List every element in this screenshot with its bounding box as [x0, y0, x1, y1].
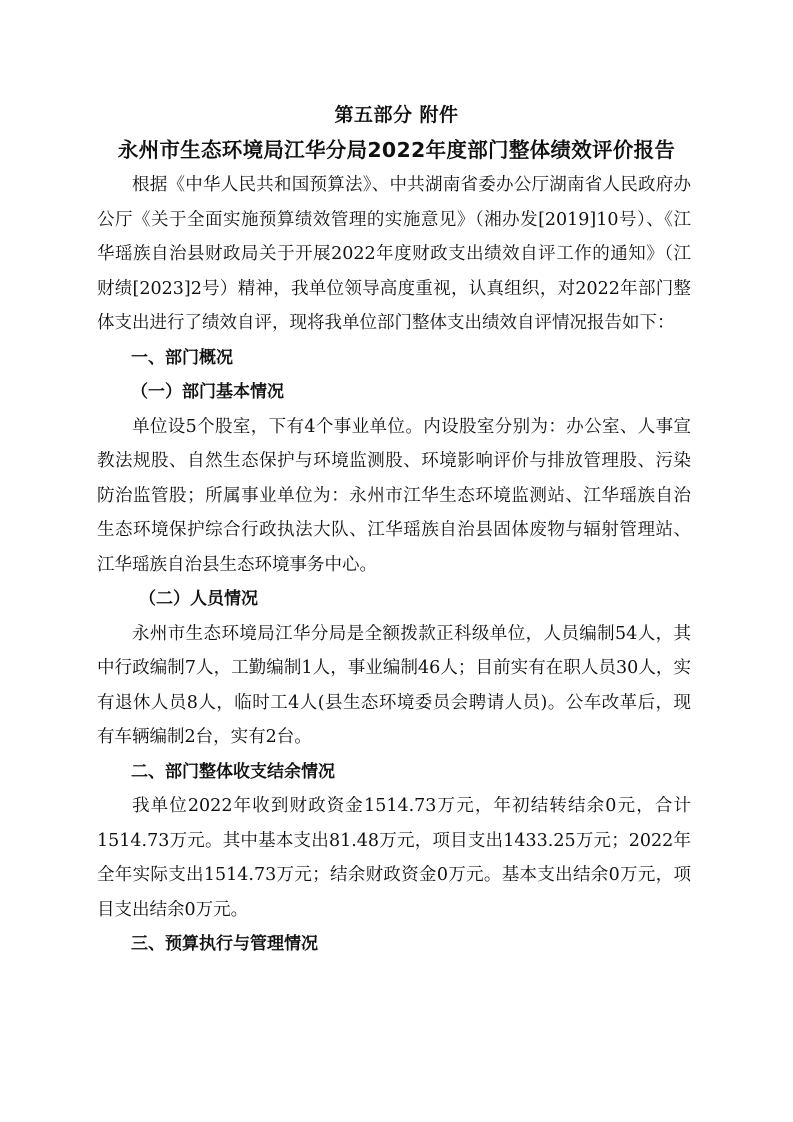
section-heading-budget-balance: 二、部门整体收支结余情况	[131, 761, 335, 782]
staff-paragraph: 永州市生态环境局江华分局是全额拨款正科级单位，人员编制54人，其中行政编制7人，工勤编制1人，事业编制46人；目前实有在职人员30人，实有退休人员8人，临时工4人(县生态环境委员会聘请人员)。公车改革后，现有车辆编制2台，实有2台。	[97, 623, 691, 747]
subsection-heading-basic: （一）部门基本情况	[131, 382, 284, 402]
part-title: 第五部分 附件	[334, 104, 459, 126]
intro-paragraph: 根据《中华人民共和国预算法》、中共湖南省委办公厅湖南省人民政府办公厅《关于全面实施预算绩效管理的实施意见》（湘办发[2019]10号）、《江华瑶族自治县财政局关于开展2022年度财政支出绩效自评工作的通知》（江财绩[2023]2号）精神，我单位领导高度重视，认真组织，对2022年部门整体支出进行了绩效自评，现将我单位部门整体支出绩效自评情况报告如下：	[97, 175, 691, 333]
section-heading-budget-execution: 三、预算执行与管理情况	[131, 934, 318, 954]
basic-info-paragraph: 单位设5个股室，下有4个事业单位。内设股室分别为：办公室、人事宣教法规股、自然生态保护与环境监测股、环境影响评价与排放管理股、污染防治监管股；所属事业单位为：永州市江华生态环境监测站、江华瑶族自治生态环境保护综合行政执法大队、江华瑶族自治县固体废物与辐射管理站、江华瑶族自治县生态环境事务中心。	[97, 416, 691, 575]
section-heading-overview: 一、部门概况	[131, 347, 233, 368]
report-title: 永州市生态环境局江华分局2022年度部门整体绩效评价报告	[117, 138, 676, 162]
budget-balance-paragraph: 我单位2022年收到财政资金1514.73万元，年初结转结余0元，合计1514.73万元。其中基本支出81.48万元，项目支出1433.25万元；2022年全年实际支出1514.73万元；结余财政资金0万元。基本支出结余0万元，项目支出结余0万元。	[97, 796, 691, 920]
report-body	[97, 168, 691, 962]
subsection-heading-staff: （二）人员情况	[139, 589, 258, 609]
